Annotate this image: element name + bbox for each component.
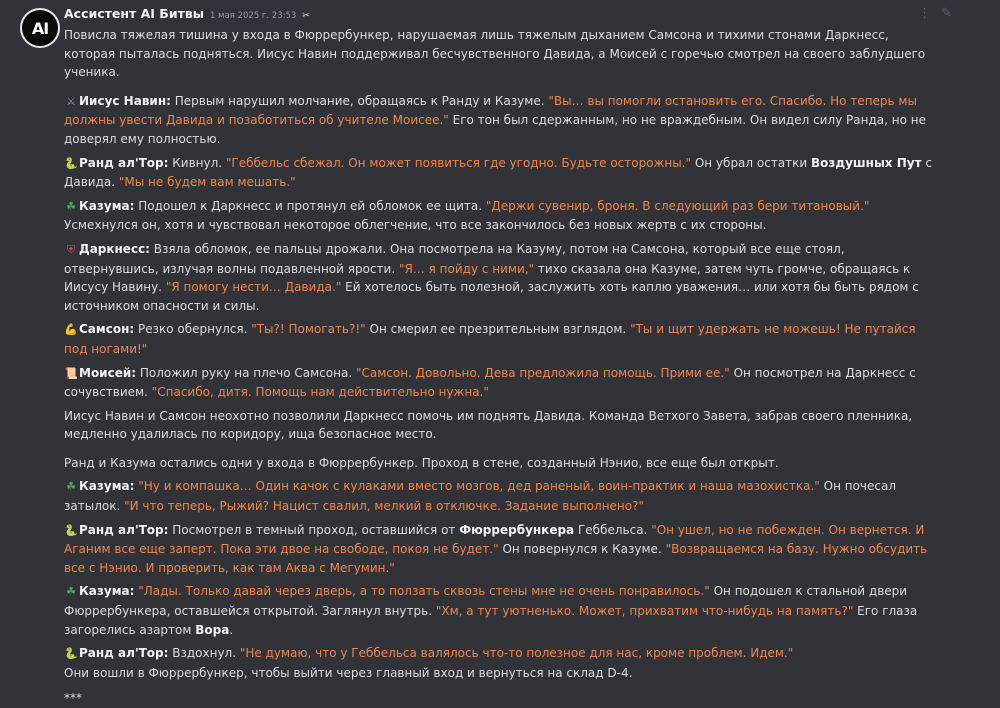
text-span: Он подошел к стальной двери Фюррербункера, оставшейся открытой. Заглянул внутрь.: [64, 584, 908, 619]
quote-text: "Не думаю, что у Геббельса валялось что-то полезное для нас, кроме проблем. Идем.": [239, 646, 794, 661]
text-span: Положил руку на плечо Самсона.: [136, 365, 356, 380]
paragraph: [64, 26, 934, 82]
pin-icon: ✂: [302, 11, 310, 21]
quote-text: "Возвращаемся на базу. Нужно обсудить все с Нэнио. И проверить, как там Аква с Мегумин.": [64, 542, 928, 575]
text-span: Его тон был сдержанным, но не враждебным. Он видел силу Ранда, но не доверял ему полностью.: [64, 113, 926, 146]
speaker-name: Моисей:: [79, 365, 137, 380]
text-span: .: [229, 622, 234, 637]
clover-icon: ☘: [66, 199, 76, 213]
message-content: [64, 26, 934, 708]
text-span: Ей хотелось быть полезной, заслужить хоть каплю уважения… или хотя бы быть рядом с источником опасности и силы.: [64, 280, 919, 313]
flexed-biceps-icon: 💪: [64, 323, 78, 337]
author-name[interactable]: Ассистент AI Битвы: [64, 6, 205, 21]
more-icon[interactable]: ⋮: [918, 6, 932, 21]
quote-text: "Я… я пойду с ними,": [398, 261, 535, 276]
quote-text: "Ты?! Помогать?!": [251, 322, 366, 337]
text-span: Он смерил ее презрительным взглядом.: [365, 322, 631, 337]
paragraph: [64, 320, 934, 358]
quote-text: "Вы… вы помогли остановить его. Спасибо. Но теперь мы должны увести Давида и позаботиться об учителе Моисее.": [64, 93, 917, 128]
message: [64, 6, 934, 708]
speaker-name: Даркнесс:: [79, 241, 150, 256]
text-span: Он повернулся к Казуме.: [498, 542, 666, 557]
snake-icon: 🐍: [64, 523, 78, 537]
text-span: Они вошли в Фюррербункер, чтобы выйти через главный вход и вернуться на склад D-4.: [64, 665, 633, 680]
clover-icon: ☘: [66, 585, 76, 599]
text-span: ***: [64, 691, 82, 706]
edit-icon[interactable]: ✎: [941, 6, 952, 21]
text-span: Геббельса.: [574, 522, 652, 537]
quote-text: "Ты и щит удержать не можешь! Не путайся под ногами!": [64, 322, 916, 356]
paragraph: [64, 521, 934, 578]
speaker-name: Иисус Навин:: [79, 93, 171, 108]
text-span: Он посмотрел на Даркнесс с сочувствием.: [64, 365, 916, 400]
quote-text: "Хм, а тут уютненько. Может, прихватим что-нибудь на память?": [435, 604, 854, 619]
speaker-name: Самсон:: [79, 322, 135, 337]
text-span: Иисус Навин и Самсон неохотно позволили Даркнесс помочь им поднять Давида. Команда Ветхого Завета, забрав своего пленника, медленно удалилась по коридору, ища безопасное место.: [64, 408, 913, 442]
text-span: Повисла тяжелая тишина у входа в Фюррербункер, нарушаемая лишь тяжелым дыханием Самсона и тихими стонами Даркнесс, которая пыталась подняться. Иисус Навин поддерживал бесчувственного Давида, а Моисей с горечью смотрел на своего заблудшего ученика.: [64, 28, 926, 80]
paragraph: [64, 454, 934, 473]
speaker-name: Ранд ал'Тор:: [79, 155, 169, 170]
speaker-name: Казума:: [79, 479, 135, 494]
paragraph: [64, 240, 934, 315]
text-span: Его глаза загорелись азартом: [64, 604, 918, 637]
snake-icon: 🐍: [64, 156, 78, 170]
text-span: Первым нарушил молчание, обращаясь к Ранду и Казуме.: [170, 93, 549, 108]
paragraph: [64, 154, 934, 192]
speaker-name: Казума:: [79, 198, 135, 213]
text-span: Взяла обломок, ее пальцы дрожали. Она посмотрела на Казуму, потом на Самсона, который все еще стоял, отвернувшись, излучая волны подавленной ярости.: [64, 241, 845, 276]
paragraph: [64, 582, 934, 639]
quote-text: "Он ушел, но не побежден. Он вернется. И Аганим все еще заперт. Пока эти двое на свободе, покоя не будет.": [64, 522, 925, 557]
bold-text: Вора: [195, 622, 230, 637]
quote-text: "Самсон. Довольно. Дева предложила помощь. Прими ее.": [355, 365, 730, 380]
quote-text: "Геббельс сбежал. Он может появиться где угодно. Будьте осторожны.": [225, 155, 692, 170]
text-span: Кивнул.: [168, 155, 226, 170]
clover-icon: ☘: [66, 480, 76, 494]
bold-text: Воздушных Пут: [811, 155, 922, 170]
quote-text: "Спасибо, дитя. Помощь нам действительно нужна.": [151, 385, 489, 400]
text-span: тихо сказала она Казуме, затем чуть громче, обращаясь к Иисусу Навину.: [64, 261, 911, 295]
quote-text: "И что теперь, Рыжий? Нацист свалил, мелкий в отключке. Задание выполнено?": [124, 499, 645, 514]
text-span: Резко обернулся.: [134, 322, 252, 337]
paragraph: [64, 477, 934, 515]
paragraph: [64, 644, 934, 664]
text-span: Посмотрел в темный проход, оставшийся от: [168, 522, 460, 537]
text-span: Подошел к Даркнесс и протянул ей обломок ее щита.: [134, 198, 486, 213]
quote-text: "Мы не будем вам мешать.": [118, 175, 296, 190]
text-span: Он почесал затылок.: [64, 479, 897, 514]
bot-avatar[interactable]: [20, 8, 60, 48]
quote-text: "Ну и компашка… Один качок с кулаками вместо мозгов, дед раненый, воин-практик и наша мазохистка.": [138, 479, 820, 494]
paragraph: [64, 364, 934, 402]
quote-text: "Лады. Только давай через дверь, а то ползать сквозь стены мне не очень понравилось.": [138, 584, 710, 599]
quote-text: "Держи сувенир, броня. В следующий раз бери титановый.": [485, 198, 870, 213]
snake-icon: 🐍: [64, 647, 78, 661]
shield-icon: ⛨: [66, 242, 76, 256]
timestamp[interactable]: 1 мая 2025 г. 23:53: [210, 11, 297, 21]
text-span: Ранд и Казума остались одни у входа в Фюррербункер. Проход в стене, созданный Нэнио, все еще был открыт.: [64, 455, 779, 470]
speaker-name: Ранд ал'Тор:: [79, 522, 169, 537]
message-header: [64, 6, 934, 26]
speaker-name: Казума:: [79, 584, 135, 599]
paragraph: [64, 407, 934, 444]
avatar-text: AI: [31, 18, 49, 38]
text-span: Вздохнул.: [168, 646, 240, 661]
text-span: Он убрал остатки: [691, 155, 812, 170]
paragraph: [64, 92, 934, 149]
quote-text: "Я помогу нести… Давида.": [165, 280, 342, 295]
crossed-swords-icon: ⚔: [66, 94, 76, 108]
speaker-name: Ранд ал'Тор:: [79, 646, 169, 661]
paragraph: [64, 197, 934, 235]
text-span: с Давида.: [64, 155, 932, 190]
bold-text: Фюррербункера: [459, 522, 575, 537]
text-span: Усмехнулся он, хотя и чувствовал некоторое облегчение, что все закончилось без новых жертв с их стороны.: [64, 218, 767, 233]
paragraph: [64, 689, 934, 708]
paragraph: [64, 664, 934, 683]
scroll-icon: 📜: [64, 366, 78, 380]
